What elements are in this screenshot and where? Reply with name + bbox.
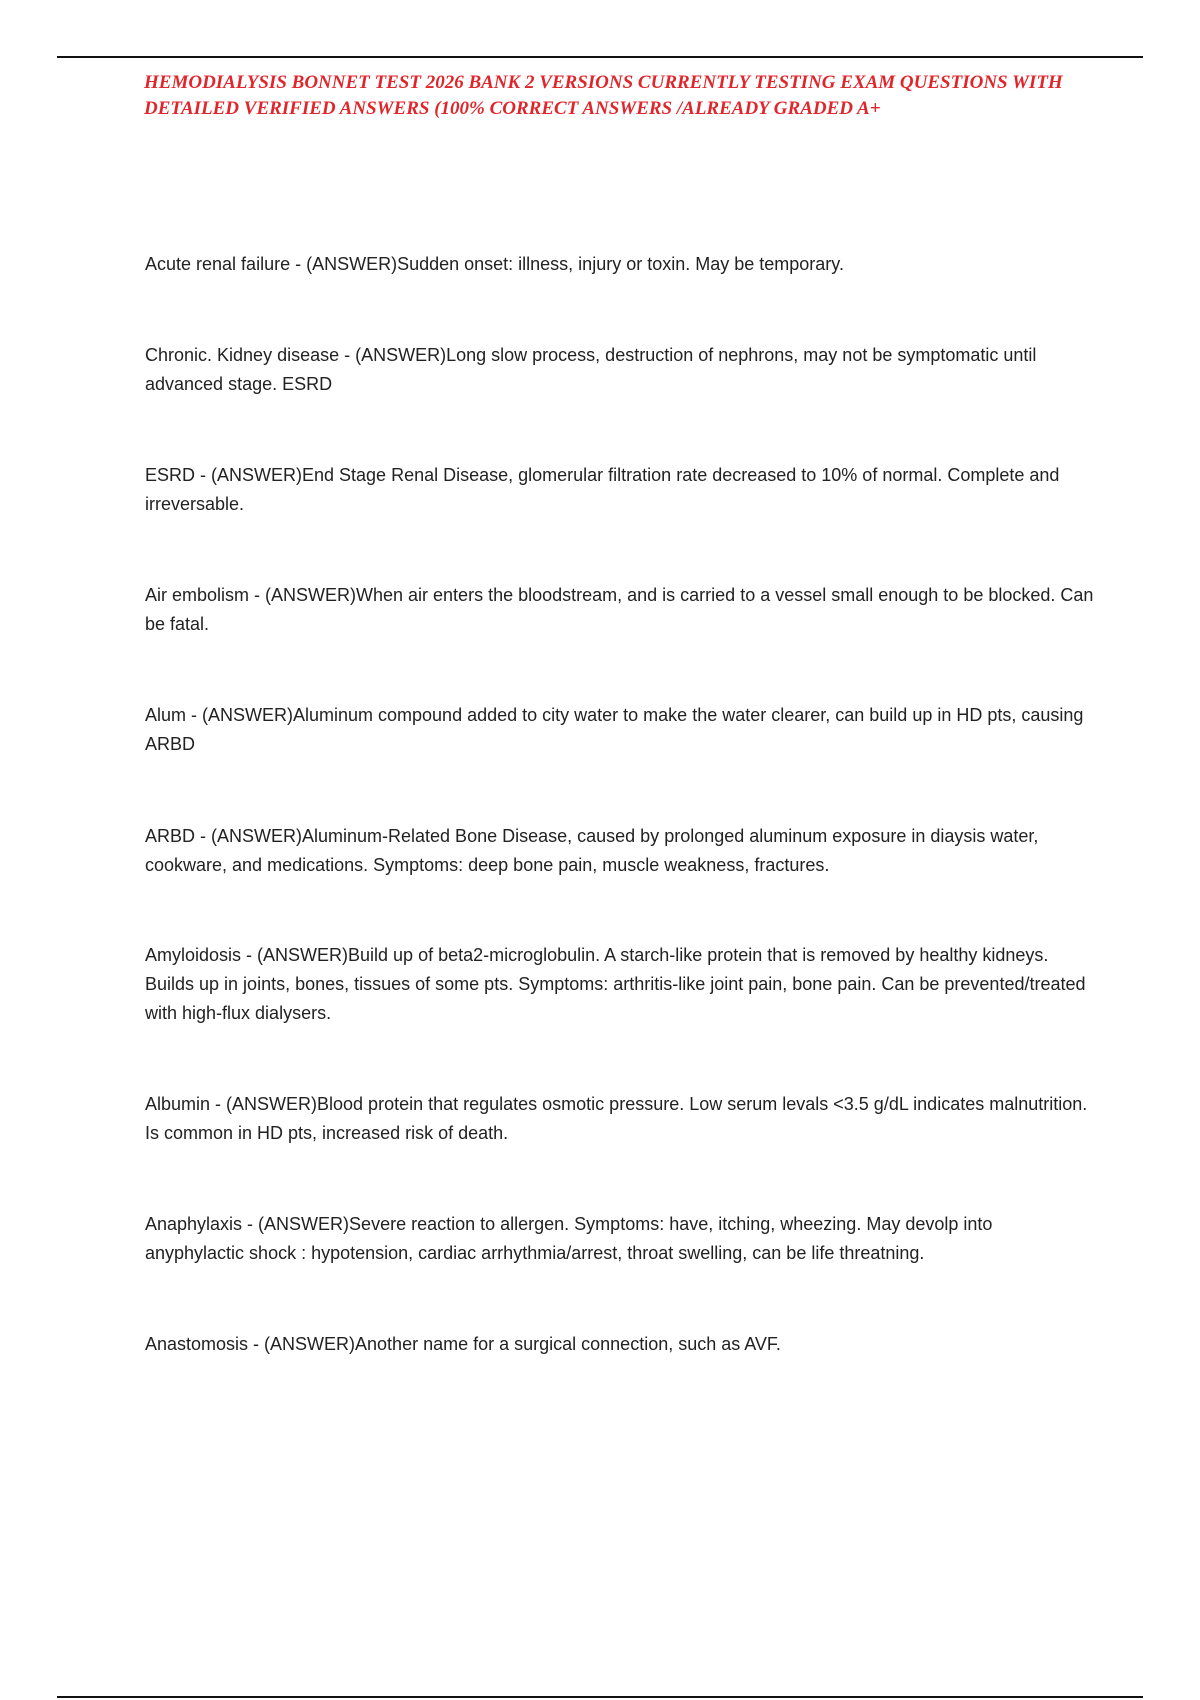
top-rule [57,56,1143,58]
qa-item: Albumin - (ANSWER)Blood protein that regulates osmotic pressure. Low serum levals <3.5 g/dL indicates malnutrition. Is common in HD pts, increased risk of death. [145,1094,1088,1143]
document-title: HEMODIALYSIS BONNET TEST 2026 BANK 2 VERSIONS CURRENTLY TESTING EXAM QUESTIONS WITH DETAILED VERIFIED ANSWERS (100% CORRECT ANSWERS /ALREADY GRADED A+ [144,72,1063,119]
qa-item: Anastomosis - (ANSWER)Another name for a surgical connection, such as AVF. [145,1334,781,1354]
qa-item: ESRD - (ANSWER)End Stage Renal Disease, glomerular filtration rate decreased to 10% of normal. Complete and irreversable. [145,465,1060,514]
qa-item: Alum - (ANSWER)Aluminum compound added to city water to make the water clearer, can build up in HD pts, causing ARBD [145,705,1084,754]
qa-item: Air embolism - (ANSWER)When air enters the bloodstream, and is carried to a vessel small enough to be blocked. Can be fatal. [145,585,1094,634]
qa-item: Amyloidosis - (ANSWER)Build up of beta2-microglobulin. A starch-like protein that is removed by healthy kidneys. Builds up in joints, bones, tissues of some pts. Symptoms: arthritis-like joint pain, bone pain. Can be prevented/treated with high-flux dialysers. [145,945,1086,1023]
qa-item: Anaphylaxis - (ANSWER)Severe reaction to allergen. Symptoms: have, itching, wheezing. May devolp into anyphylactic shock : hypotension, cardiac arrhythmia/arrest, throat swelling, can be life threatning. [145,1214,993,1263]
bottom-rule [57,1696,1143,1698]
qa-item: Chronic. Kidney disease - (ANSWER)Long slow process, destruction of nephrons, may not be symptomatic until advanced stage. ESRD [145,345,1037,394]
qa-item: ARBD - (ANSWER)Aluminum-Related Bone Disease, caused by prolonged aluminum exposure in diaysis water, cookware, and medications. Symptoms: deep bone pain, muscle weakness, fractures. [145,826,1039,875]
qa-item: Acute renal failure - (ANSWER)Sudden onset: illness, injury or toxin. May be temporary. [145,254,844,274]
